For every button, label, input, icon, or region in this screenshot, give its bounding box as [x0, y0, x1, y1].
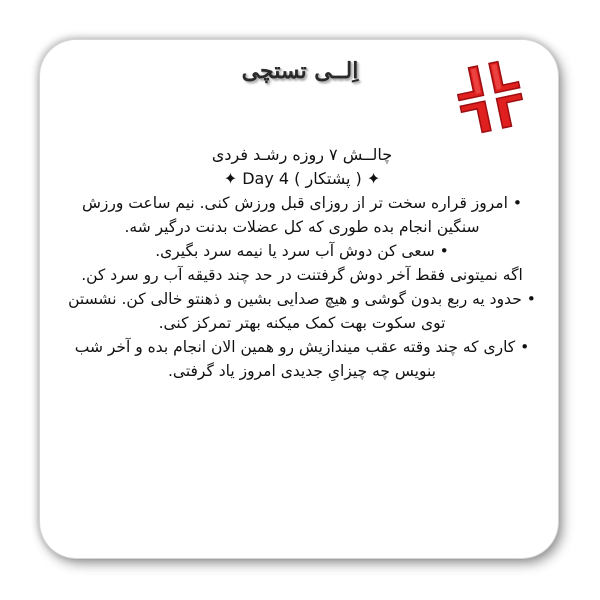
list-item: • سعی کن دوش آب سرد یا نیمه سرد بگیری. — [155, 242, 449, 260]
day-line: ✦ ( پشتکار ) Day 4 ✦ — [223, 169, 381, 188]
brand-name: اِلــی تستچی — [241, 58, 359, 84]
post-title: چالــش ۷ روزه رشـد فردی — [211, 145, 393, 164]
list-item: • امروز قراره سخت تر از روزای قبل ورزش کنی. نیم ساعت ورزش سنگین انجام بده طوری که کل عضلات بدنت درگیر شه. — [81, 194, 522, 236]
red-cross-logo-icon — [453, 58, 527, 136]
list-item: اگه نمیتونی فقط آخر دوش گرفتنت در حد چند دقیقه آب رو سرد کن. — [81, 266, 523, 284]
list-item: • حدود یه ربع بدون گوشی و هیچ صدایی بشین و ذهنتو خالی کن. نشستن توی سکوت بهت کمک میکنه بهتر تمرکز کنی. — [68, 290, 536, 332]
post-body — [62, 143, 542, 383]
list-item: • کاری که چند وقته عقب میندازیش رو همین الان انجام بده و آخر شب بنویس چه چیزایِ جدیدی امروز یاد گرفتی. — [74, 338, 530, 380]
